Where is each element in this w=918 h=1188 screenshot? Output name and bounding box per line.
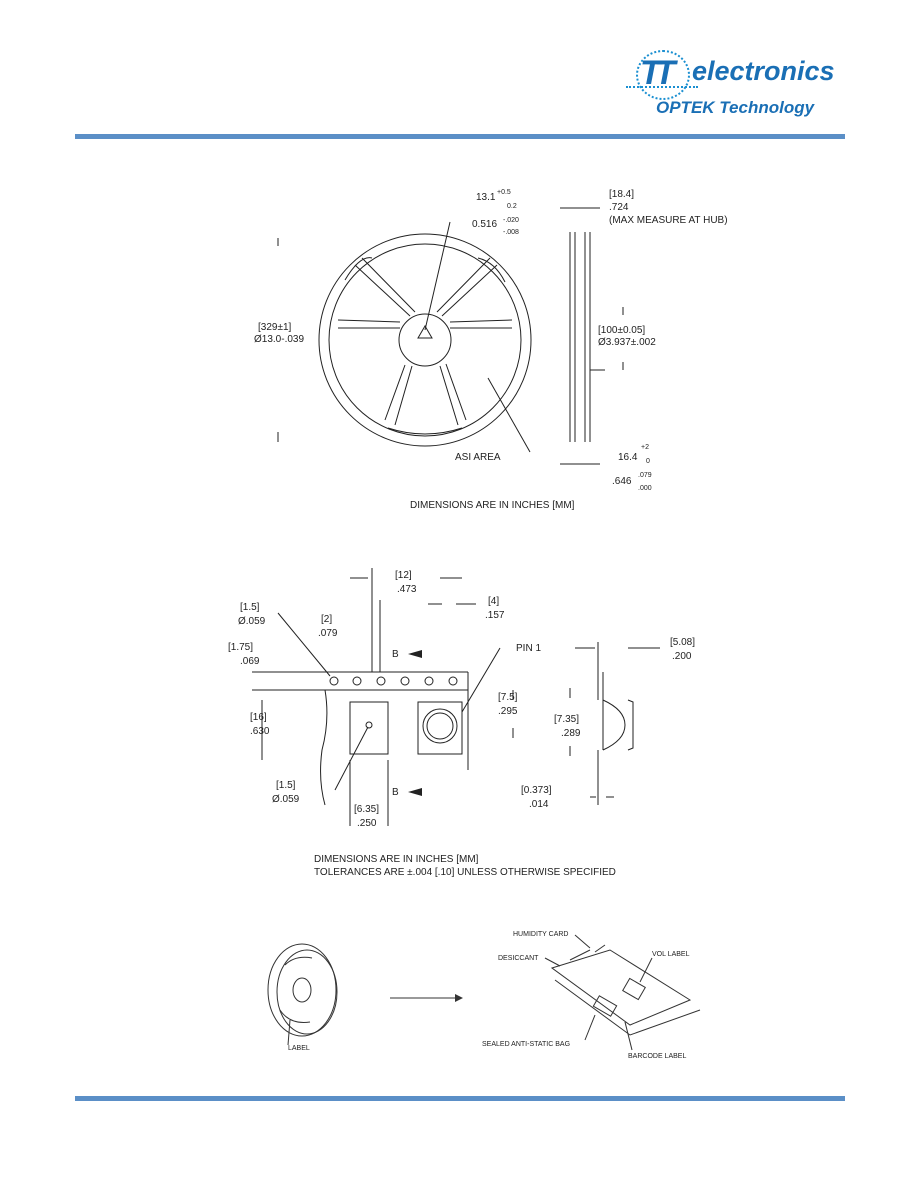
reel-width-note: (MAX MEASURE AT HUB) [609, 215, 728, 226]
f-mm: [7.5] [498, 692, 518, 703]
inner-in-tol-a: .079 [638, 472, 652, 479]
k0-in: .200 [672, 651, 692, 662]
b0-mm: [7.35] [554, 714, 580, 725]
f-in: .295 [498, 706, 518, 717]
pkg-label-humidity: HUMIDITY CARD [513, 931, 569, 938]
hub-tol-1b: 0.2 [507, 203, 517, 210]
a0-in: .250 [357, 818, 377, 829]
pitch-mm: [12] [395, 570, 412, 581]
b0-in: .289 [561, 728, 581, 739]
tape-caption-2: TOLERANCES ARE ±.004 [.10] UNLESS OTHERWISE SPECIFIED [314, 867, 616, 878]
hub-dia-mm: [100±0.05] [598, 325, 646, 336]
section-b-top: B [392, 649, 399, 660]
p0-mm: [4] [488, 596, 500, 607]
hub-dia-in: Ø3.937±.002 [598, 337, 656, 348]
t-mm: [0.373] [521, 785, 552, 796]
p2-in: .079 [318, 628, 338, 639]
inner-width-mm: 16.4 [618, 452, 638, 463]
logo-subtitle: OPTEK Technology [656, 98, 815, 117]
section-b-bottom: B [392, 787, 399, 798]
pkg-label-barcode: BARCODE LABEL [628, 1053, 687, 1060]
k0-mm: [5.08] [670, 637, 696, 648]
pkg-label-reel: LABEL [288, 1045, 310, 1052]
pitch-in: .473 [397, 584, 417, 595]
inner-in-tol-b: .000 [638, 485, 652, 492]
hub-tol-1a: +0.5 [497, 189, 511, 196]
reel-width-mm: [18.4] [609, 189, 635, 200]
area-label: ASI AREA [455, 452, 501, 463]
p2-mm: [2] [321, 614, 333, 625]
logo-wordmark: electronics [692, 56, 835, 86]
p0-in: .157 [485, 610, 505, 621]
a0-mm: [6.35] [354, 804, 380, 815]
reel-width-in: .724 [609, 202, 629, 213]
w-in: .630 [250, 726, 270, 737]
d1-in: Ø.059 [272, 794, 300, 805]
w-mm: [16] [250, 712, 267, 723]
logo-mark: TT [640, 54, 670, 92]
hub-dim-2: 0.516 [472, 219, 498, 230]
pin1-label: PIN 1 [516, 643, 542, 654]
reel-caption: DIMENSIONS ARE IN INCHES [MM] [410, 500, 575, 511]
hole-mm: [1.5] [240, 602, 260, 613]
inner-tol-a: +2 [641, 444, 649, 451]
t-in: .014 [529, 799, 549, 810]
inner-width-in: .646 [612, 476, 632, 487]
hub-tol-2b: -.008 [503, 229, 519, 236]
hub-tol-2a: -.020 [503, 217, 519, 224]
pkg-label-seal: SEALED ANTI-STATIC BAG [482, 1041, 571, 1048]
e-in: .069 [240, 656, 260, 667]
pkg-label-vol: VOL LABEL [652, 951, 690, 958]
e-mm: [1.75] [228, 642, 254, 653]
reel-dia-in: Ø13.0-.039 [254, 334, 305, 345]
footer-rule [75, 1096, 845, 1101]
tape-caption-1: DIMENSIONS ARE IN INCHES [MM] [314, 854, 479, 865]
reel-dia-mm: [329±1] [258, 322, 292, 333]
hub-dim-1: 13.1 [476, 192, 496, 203]
pkg-label-desiccant: DESICCANT [498, 955, 539, 962]
hole-in: Ø.059 [238, 616, 266, 627]
inner-tol-b: 0 [646, 458, 650, 465]
d1-mm: [1.5] [276, 780, 296, 791]
